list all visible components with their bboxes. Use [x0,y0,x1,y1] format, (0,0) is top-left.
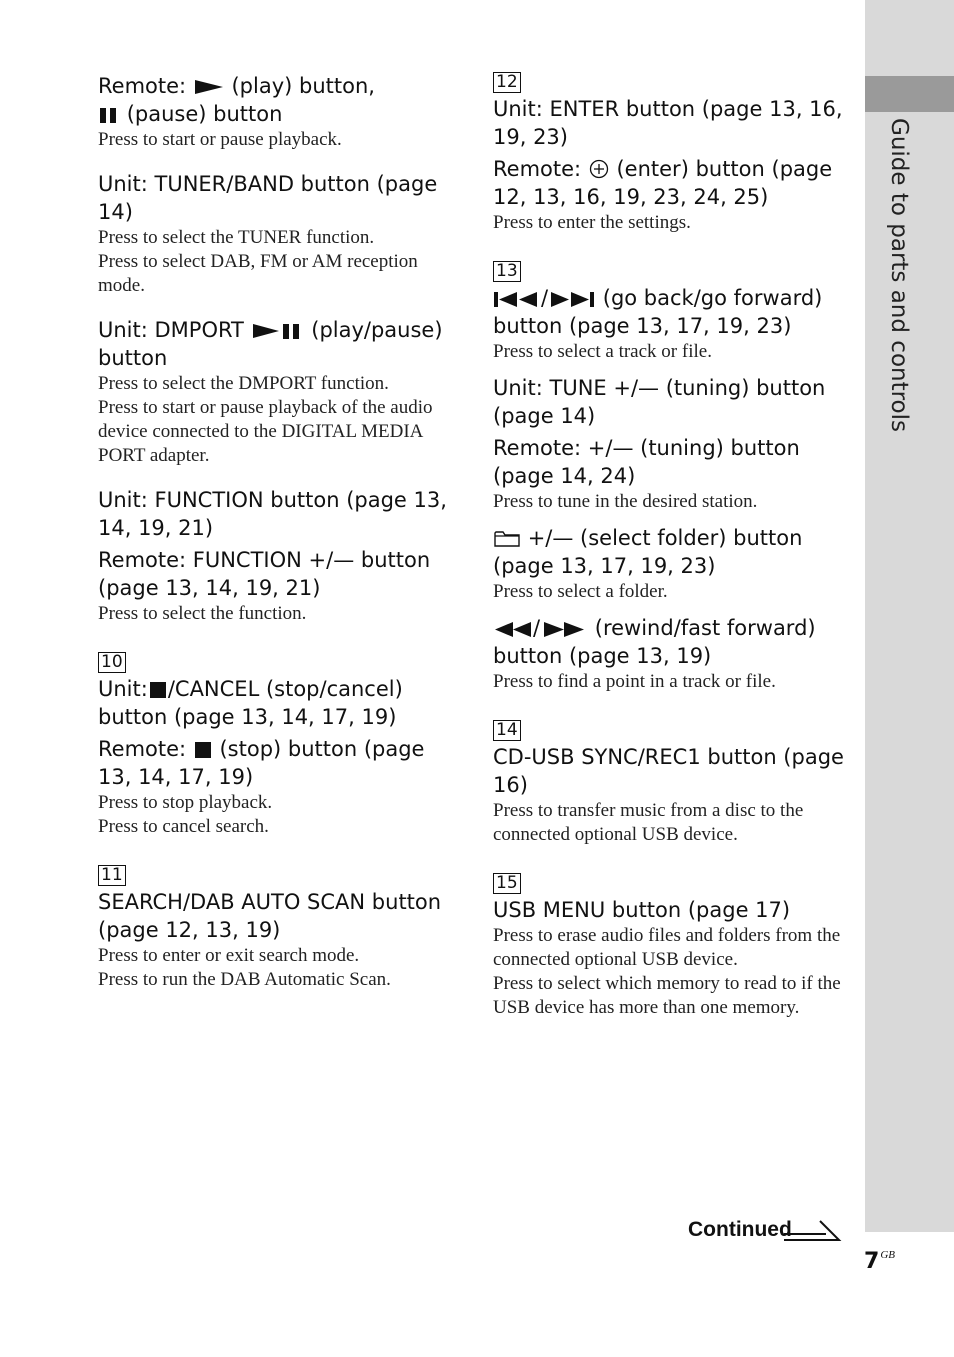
entry-dmport [98,316,453,468]
heading-text: (enter) button (page 12, 13, 16, 19, 23, 24, 25) [493,157,833,209]
entry-description: Press to select the function. [98,603,307,624]
heading-text: +/— (select folder) button (page 13, 17, 19, 23) [493,526,803,578]
item-number-badge: 11 [98,865,126,886]
section-title: Guide to parts and controls [886,118,912,433]
heading-text: / [541,286,549,310]
heading-text: /CANCEL (stop/cancel) button (page 13, 14, 17, 19) [98,677,403,729]
right-column [493,72,845,1038]
entry-heading: CD-USB SYNC/REC1 button (page 16) [493,745,844,797]
fast-forward-icon [540,620,588,638]
entry-description: Press to transfer music from a disc to the connected optional USB device. [493,800,804,845]
entry-heading [98,735,453,791]
heading-text: Remote: [98,74,187,98]
entry-function [98,486,453,626]
entry-heading: Unit: FUNCTION button (page 13, 14, 19, 21) [98,488,447,540]
continued-arrow-icon [782,1218,842,1244]
item-number-badge: 14 [493,720,521,741]
entry-10 [98,644,453,839]
entry-heading: Remote: FUNCTION +/— button (page 13, 14, 19, 21) [98,548,431,600]
entry-heading: Unit: TUNE +/— (tuning) button (page 14) [493,376,826,428]
item-number-badge: 13 [493,261,521,282]
page-number [864,1249,895,1274]
enter-icon [588,159,610,179]
entry-heading [98,316,453,372]
entry-description: Press to select a track or file. [493,341,712,362]
entry-description: Press to run the DAB Automatic Scan. [98,969,391,990]
entry-heading [98,72,453,100]
item-number-badge: 12 [493,72,521,93]
play-pause-icon [251,322,305,340]
heading-text: (go back/go forward) button (page 13, 17, 19, 23) [493,286,823,338]
item-number-badge: 10 [98,652,126,673]
heading-text: (play) button, [231,74,375,98]
entry-description: Press to select which memory to read to if the USB device has more than one memory. [493,973,841,1018]
heading-text: (stop) button (page 13, 14, 17, 19) [98,737,425,789]
heading-text: Remote: [98,737,187,761]
entry-description: Press to erase audio files and folders from the connected optional USB device. [493,925,841,970]
rewind-icon [493,620,533,638]
next-track-icon [548,290,596,308]
entry-13 [493,253,845,694]
stop-icon [148,681,168,699]
entry-description: Press to stop playback. [98,792,273,813]
heading-text: Unit: DMPORT [98,318,244,342]
entry-11 [98,857,453,992]
entry-15 [493,865,845,1020]
heading-text: (pause) button [126,102,283,126]
entry-heading [98,675,453,731]
heading-text: Remote: [493,157,582,181]
pause-icon [98,106,120,124]
previous-track-icon [493,290,541,308]
entry-heading: SEARCH/DAB AUTO SCAN button (page 12, 13, 19) [98,890,442,942]
page-number-suffix: GB [880,1249,895,1261]
heading-text: (rewind/fast forward) button (page 13, 19) [493,616,816,668]
entry-heading: Remote: +/— (tuning) button (page 14, 24) [493,436,800,488]
entry-12 [493,72,845,235]
item-number-badge: 15 [493,873,521,894]
entry-description: Press to cancel search. [98,816,269,837]
continued-label: Continued [688,1218,792,1241]
entry-description: Press to select the TUNER function. [98,227,375,248]
entry-tuner-band [98,170,453,298]
entry-description: Press to select a folder. [493,581,668,602]
page-number-value: 7 [864,1249,880,1274]
entry-description: Press to select DAB, FM or AM reception mode. [98,251,418,296]
heading-text: / [533,616,541,640]
entry-description: Press to find a point in a track or file. [493,671,776,692]
entry-description: Press to start or pause playback. [98,129,342,150]
entry-description: Press to enter the settings. [493,212,691,233]
entry-heading: Unit: TUNER/BAND button (page 14) [98,172,438,224]
entry-description: Press to select the DMPORT function. [98,373,389,394]
entry-heading [493,155,845,211]
play-icon [193,78,225,96]
entry-heading: USB MENU button (page 17) [493,898,791,922]
heading-text: Unit: [98,677,148,701]
entry-description: Press to enter or exit search mode. [98,945,360,966]
left-column [98,72,453,1010]
entry-heading: Unit: ENTER button (page 13, 16, 19, 23) [493,97,843,149]
stop-icon [193,741,213,759]
entry-description: Press to tune in the desired station. [493,491,758,512]
sidebar-tab-marker [865,76,954,112]
heading-text: (play/pause) button [98,318,443,370]
entry-14 [493,712,845,847]
entry-heading [493,284,845,340]
entry-heading [493,524,845,580]
folder-icon [493,528,521,548]
entry-heading [493,614,845,670]
entry-description: Press to start or pause playback of the audio device connected to the DIGITAL MEDIA PORT adapter. [98,397,433,466]
entry-play-pause [98,72,453,152]
entry-heading [98,100,453,128]
